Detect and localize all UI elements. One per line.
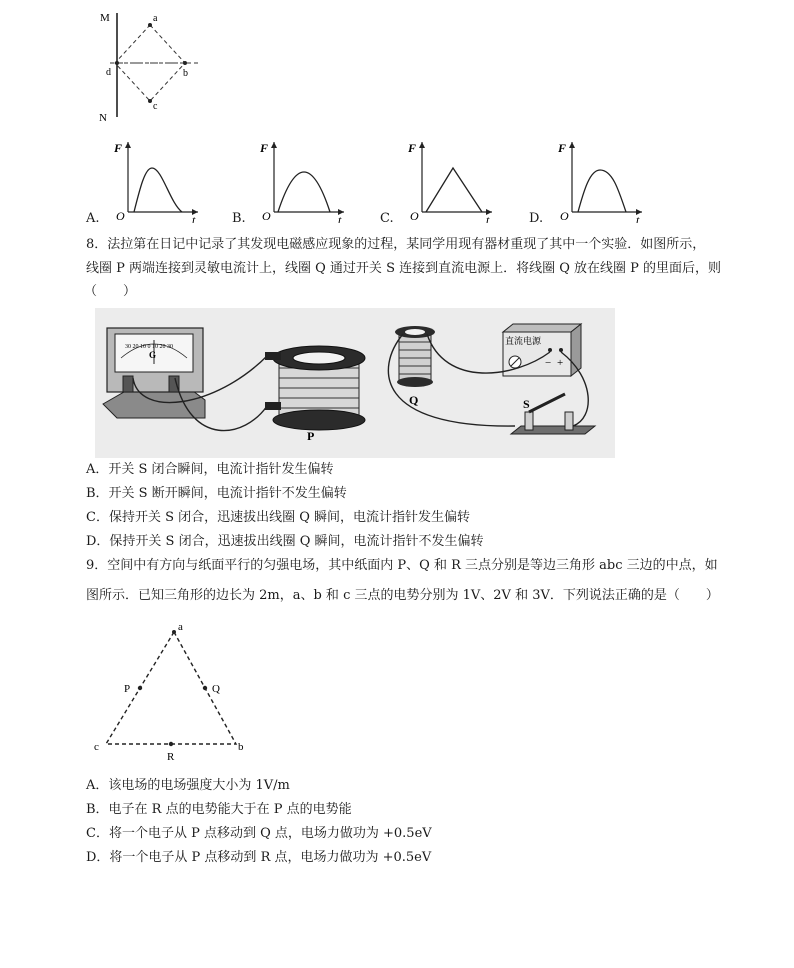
option-label-c: C. (380, 211, 394, 226)
svg-text:O: O (410, 209, 419, 223)
graph-b (258, 138, 348, 223)
q9-triangle-figure (86, 620, 256, 760)
tri-label-b: b (238, 741, 244, 753)
svg-text:t: t (486, 213, 490, 223)
svg-text:F: F (260, 141, 269, 155)
svg-text:O: O (560, 209, 569, 223)
q8-option-b: B．开关 S 断开瞬间，电流计指针不发生偏转 (86, 486, 347, 501)
q8-apparatus-figure (95, 308, 615, 458)
q8-stem-line2: 线圈 P 两端连接到灵敏电流计上，线圈 Q 通过开关 S 连接到直流电源上．将线圈 Q 放在线圈 P 的里面后，则 (86, 261, 722, 276)
svg-text:P: P (307, 429, 315, 443)
q8-stem-line3: （ ） (84, 284, 137, 299)
graph-a (112, 138, 202, 223)
svg-text:t: t (192, 213, 196, 223)
q9-option-d: D．将一个电子从 P 点移动到 R 点，电场力做功为 +0.5eV (86, 850, 432, 865)
q8-stem-line1: 8．法拉第在日记中记录了其发现电磁感应现象的过程，某同学用现有器材重现了其中一个实验．如图所示， (86, 237, 706, 252)
tri-label-p: P (124, 683, 131, 695)
option-label-b: B. (232, 211, 246, 226)
q9-option-a: A．该电场的电场强度大小为 1V/m (86, 778, 290, 793)
option-label-a: A. (86, 211, 100, 226)
svg-text:t: t (338, 213, 342, 223)
svg-text:F: F (114, 141, 123, 155)
label-n: N (99, 112, 107, 124)
q8-option-c: C．保持开关 S 闭合，迅速拔出线圈 Q 瞬间，电流计指针发生偏转 (86, 510, 471, 525)
svg-text:F: F (558, 141, 567, 155)
graph-c (406, 138, 496, 223)
tri-label-c: c (94, 741, 99, 753)
q9-option-c: C．将一个电子从 P 点移动到 Q 点，电场力做功为 +0.5eV (86, 826, 432, 841)
svg-text:+: + (557, 357, 564, 369)
label-m: M (100, 12, 110, 24)
svg-text:G: G (149, 350, 157, 360)
tri-label-q: Q (212, 683, 220, 695)
tri-label-r: R (167, 751, 175, 760)
svg-text:−: − (545, 357, 552, 369)
svg-text:O: O (116, 209, 125, 223)
q9-stem-line2: 图所示．已知三角形的边长为 2m，a、b 和 c 三点的电势分别为 1V、2V 和 3V．下列说法正确的是（ ） (86, 588, 719, 603)
svg-text:直流电源: 直流电源 (505, 336, 542, 346)
label-c: c (153, 101, 158, 112)
mn-square-figure (95, 5, 205, 125)
label-a: a (153, 13, 158, 24)
svg-text:t: t (636, 213, 640, 223)
svg-text:Q: Q (409, 393, 419, 407)
option-label-d: D. (529, 211, 544, 226)
svg-text:F: F (408, 141, 417, 155)
svg-text:O: O (262, 209, 271, 223)
label-d: d (106, 67, 111, 78)
q9-stem-line1: 9．空间中有方向与纸面平行的匀强电场，其中纸面内 P、Q 和 R 三点分别是等边三角形 abc 三边的中点，如 (86, 558, 718, 573)
svg-text:30 20 10 0 10 20 30: 30 20 10 0 10 20 30 (125, 344, 173, 350)
svg-text:S: S (523, 397, 530, 411)
q8-option-d: D．保持开关 S 闭合，迅速拔出线圈 Q 瞬间，电流计指针不发生偏转 (86, 534, 484, 549)
q9-option-b: B．电子在 R 点的电势能大于在 P 点的电势能 (86, 802, 352, 817)
tri-label-a: a (178, 621, 183, 633)
q8-option-a: A．开关 S 闭合瞬间，电流计指针发生偏转 (86, 462, 334, 477)
graph-d (556, 138, 646, 223)
galvanometer (103, 328, 205, 418)
label-b: b (183, 68, 188, 79)
